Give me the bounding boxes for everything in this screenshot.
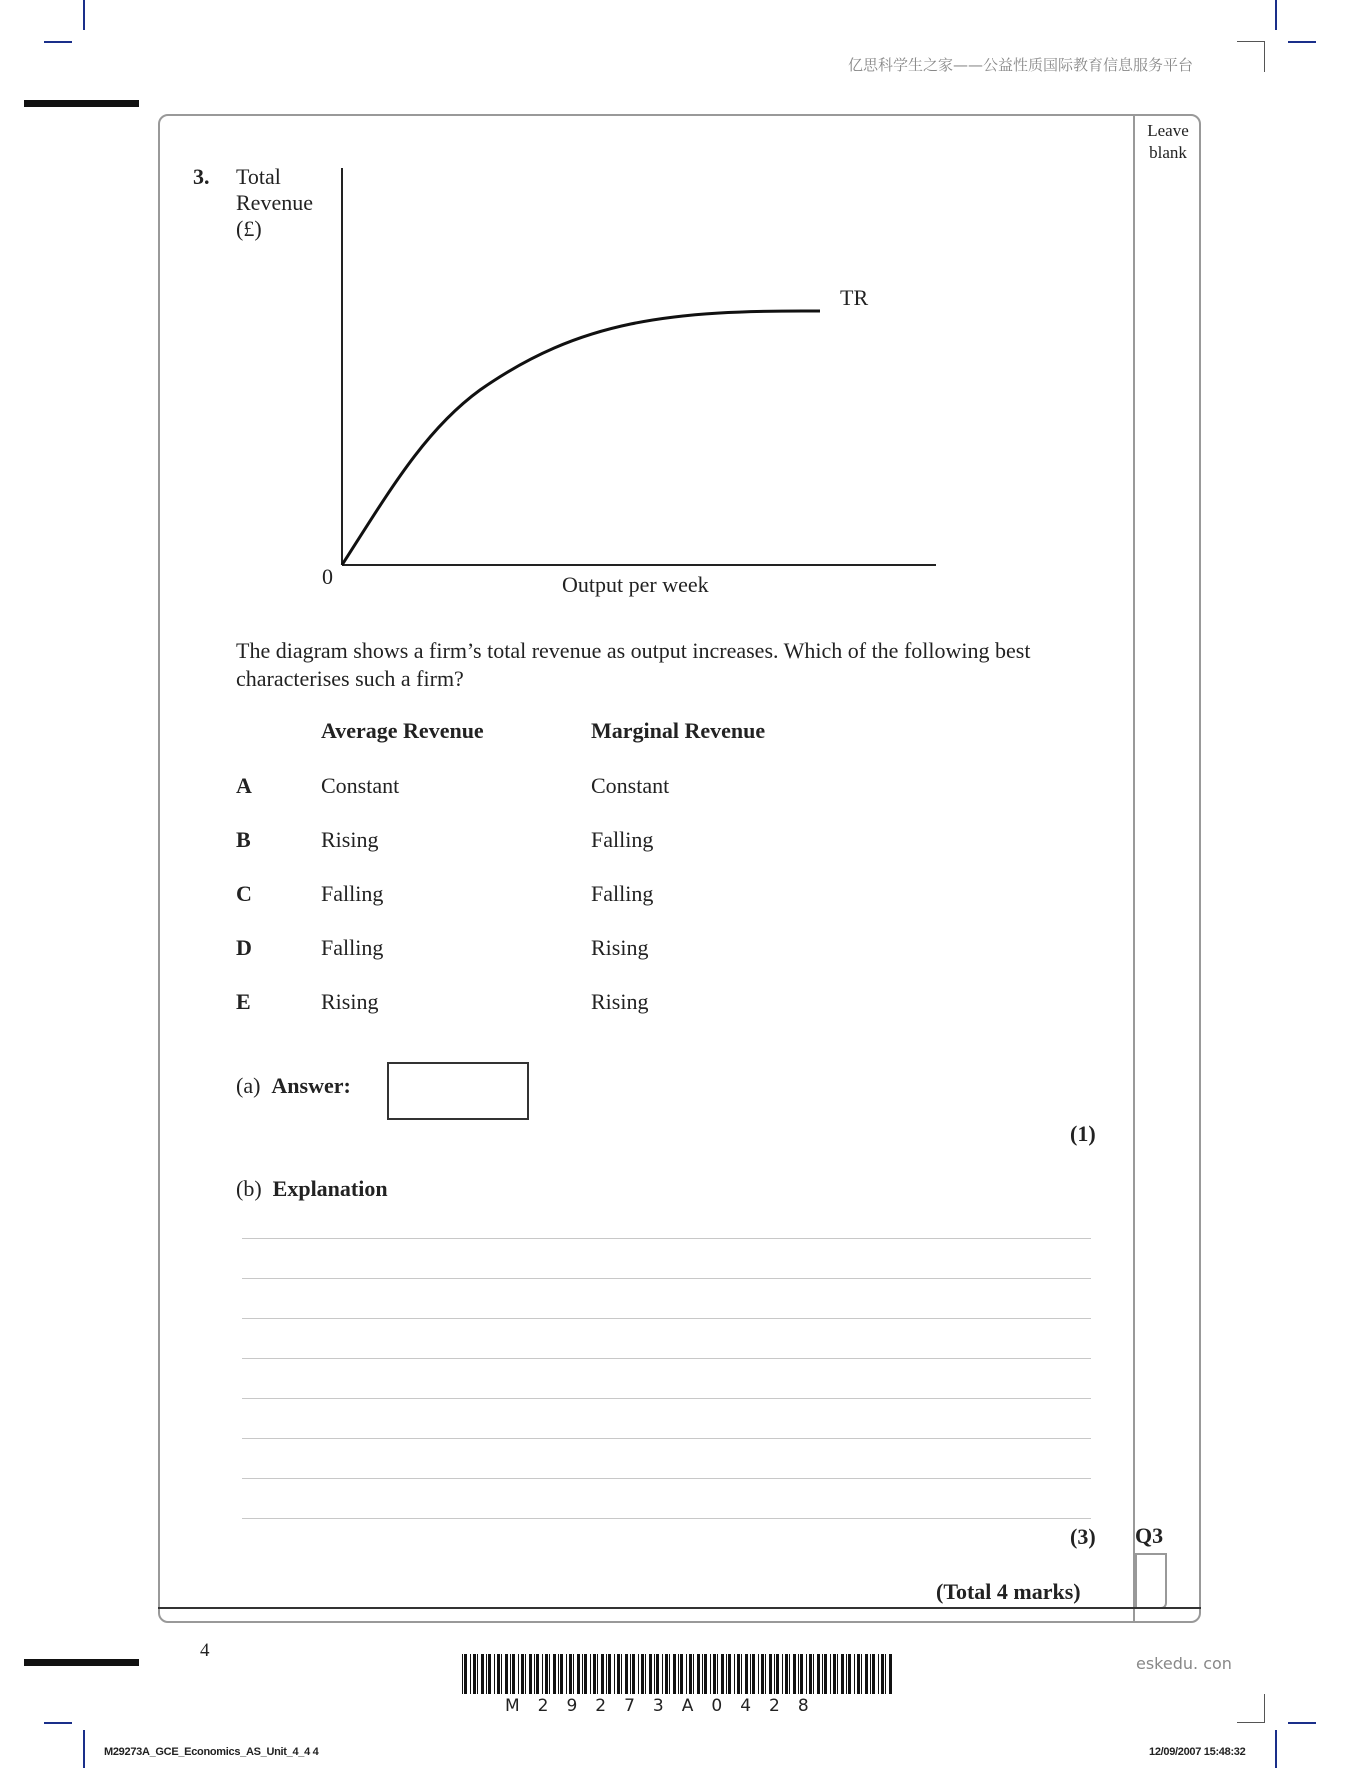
barcode-bar bbox=[536, 1654, 539, 1694]
barcode-bar bbox=[617, 1654, 620, 1694]
barcode-bar bbox=[885, 1654, 886, 1694]
barcode-bar bbox=[817, 1654, 820, 1694]
barcode-bar bbox=[641, 1654, 644, 1694]
part-b-prompt: Explanation bbox=[272, 1176, 388, 1201]
barcode-bar bbox=[761, 1654, 764, 1694]
barcode-bar bbox=[830, 1654, 831, 1694]
barcode-bar bbox=[621, 1654, 622, 1694]
option-average: Rising bbox=[321, 989, 379, 1014]
barcode-bar bbox=[806, 1654, 807, 1694]
barcode-bar bbox=[861, 1654, 862, 1694]
barcode-bar bbox=[837, 1654, 838, 1694]
y-label-line: Revenue bbox=[236, 190, 313, 215]
crop-mark bbox=[1237, 1722, 1265, 1723]
leave-label-line1: Leave bbox=[1147, 121, 1189, 140]
barcode-bar bbox=[734, 1654, 735, 1694]
barcode-bar bbox=[477, 1654, 478, 1694]
barcode-bar bbox=[645, 1654, 646, 1694]
watermark-text: eskedu. con bbox=[1136, 1654, 1232, 1673]
leave-label-line2: blank bbox=[1149, 143, 1187, 162]
barcode-bar bbox=[558, 1654, 559, 1694]
barcode-bar bbox=[872, 1654, 875, 1694]
origin-label: 0 bbox=[322, 564, 333, 589]
barcode-bar bbox=[501, 1654, 502, 1694]
crop-mark bbox=[1237, 41, 1265, 42]
answer-box[interactable] bbox=[387, 1062, 529, 1120]
barcode-bar bbox=[728, 1654, 731, 1694]
barcode-bar bbox=[785, 1654, 788, 1694]
barcode-text: M29273A0428 bbox=[505, 1696, 827, 1716]
y-label-line: Total bbox=[236, 164, 281, 189]
barcode-bar bbox=[846, 1654, 847, 1694]
part-a-prompt: Answer: bbox=[271, 1073, 351, 1098]
barcode-bar bbox=[669, 1654, 670, 1694]
barcode-bar bbox=[693, 1654, 694, 1694]
question-text: The diagram shows a firm’s total revenue as output increases. Which of the following best characterises such a firm? bbox=[236, 638, 1031, 691]
tr-curve bbox=[342, 311, 820, 565]
margin-bar bbox=[24, 100, 139, 107]
writing-line[interactable] bbox=[242, 1478, 1091, 1479]
barcode-bar bbox=[649, 1654, 652, 1694]
barcode-bar bbox=[822, 1654, 823, 1694]
barcode-bar bbox=[689, 1654, 692, 1694]
barcode-bar bbox=[529, 1654, 532, 1694]
part-b-marks: (3) bbox=[1070, 1524, 1096, 1549]
barcode-bar bbox=[848, 1654, 851, 1694]
barcode-bar bbox=[798, 1654, 799, 1694]
writing-line[interactable] bbox=[242, 1318, 1091, 1319]
crop-mark bbox=[83, 0, 85, 30]
barcode-bar bbox=[704, 1654, 707, 1694]
barcode-bar bbox=[813, 1654, 814, 1694]
barcode-bar bbox=[673, 1654, 676, 1694]
barcode-bar bbox=[553, 1654, 556, 1694]
barcode-bar bbox=[745, 1654, 748, 1694]
barcode-bar bbox=[462, 1654, 463, 1694]
barcode-bar bbox=[824, 1654, 827, 1694]
barcode-bar bbox=[678, 1654, 679, 1694]
barcode-bar bbox=[470, 1654, 471, 1694]
barcode-bar bbox=[566, 1654, 567, 1694]
barcode-bar bbox=[608, 1654, 611, 1694]
barcode-bar bbox=[809, 1654, 812, 1694]
barcode-bar bbox=[473, 1654, 476, 1694]
barcode-bar bbox=[569, 1654, 572, 1694]
diagram-x-axis-label: Output per week bbox=[562, 572, 709, 597]
writing-line[interactable] bbox=[242, 1238, 1091, 1239]
examiner-mark-box bbox=[1135, 1553, 1167, 1609]
option-marginal: Rising bbox=[591, 935, 649, 960]
barcode-bar bbox=[601, 1654, 604, 1694]
tr-curve-label: TR bbox=[840, 285, 869, 310]
barcode-bar bbox=[713, 1654, 716, 1694]
question-margin-label: Q3 bbox=[1135, 1523, 1164, 1548]
total-marks: (Total 4 marks) bbox=[936, 1579, 1081, 1604]
option-letter: D bbox=[236, 935, 252, 960]
barcode-bar bbox=[800, 1654, 803, 1694]
barcode-bar bbox=[697, 1654, 700, 1694]
barcode-bar bbox=[717, 1654, 718, 1694]
barcode-bar bbox=[889, 1654, 892, 1694]
barcode-bar bbox=[560, 1654, 563, 1694]
option-average: Falling bbox=[321, 935, 384, 960]
page-number: 4 bbox=[200, 1640, 210, 1661]
option-marginal: Falling bbox=[591, 827, 654, 852]
barcode-bar bbox=[680, 1654, 683, 1694]
crop-mark bbox=[1264, 42, 1265, 72]
barcode-bar bbox=[606, 1654, 607, 1694]
barcode-bar bbox=[577, 1654, 580, 1694]
header-site-text: 亿思科学生之家——公益性质国际教育信息服务平台 bbox=[848, 56, 1194, 74]
barcode-bar bbox=[638, 1654, 639, 1694]
barcode-bar bbox=[488, 1654, 491, 1694]
barcode-bar bbox=[481, 1654, 484, 1694]
barcode-bar bbox=[597, 1654, 598, 1694]
barcode-bar bbox=[545, 1654, 548, 1694]
barcode bbox=[462, 1654, 896, 1694]
barcode-bar bbox=[542, 1654, 543, 1694]
crop-mark bbox=[44, 41, 72, 43]
y-label-line: (£) bbox=[236, 216, 262, 241]
barcode-bar bbox=[521, 1654, 524, 1694]
bottom-rule bbox=[158, 1607, 1201, 1609]
crop-mark bbox=[1264, 1694, 1265, 1722]
crop-mark bbox=[1288, 41, 1316, 43]
header-marginal-revenue: Marginal Revenue bbox=[591, 718, 766, 743]
barcode-bar bbox=[789, 1654, 790, 1694]
barcode-bar bbox=[593, 1654, 596, 1694]
barcode-bar bbox=[464, 1654, 467, 1694]
barcode-bar bbox=[881, 1654, 884, 1694]
barcode-bar bbox=[833, 1654, 836, 1694]
crop-mark bbox=[83, 1730, 85, 1768]
barcode-bar bbox=[512, 1654, 515, 1694]
leave-blank-label bbox=[1137, 120, 1199, 164]
barcode-bar bbox=[525, 1654, 526, 1694]
option-letter: A bbox=[236, 773, 252, 798]
barcode-bar bbox=[726, 1654, 727, 1694]
barcode-bar bbox=[486, 1654, 487, 1694]
barcode-bar bbox=[741, 1654, 742, 1694]
barcode-bar bbox=[841, 1654, 844, 1694]
crop-mark bbox=[44, 1722, 72, 1724]
barcode-bar bbox=[505, 1654, 508, 1694]
barcode-bar bbox=[776, 1654, 779, 1694]
footer-file-name: M29273A_GCE_Economics_AS_Unit_4_4 4 bbox=[104, 1746, 319, 1758]
barcode-bar bbox=[793, 1654, 796, 1694]
barcode-bar bbox=[662, 1654, 663, 1694]
barcode-bar bbox=[865, 1654, 868, 1694]
barcode-bar bbox=[582, 1654, 583, 1694]
writing-line[interactable] bbox=[242, 1278, 1091, 1279]
option-letter: E bbox=[236, 989, 251, 1014]
margin-bar bbox=[24, 1659, 139, 1666]
barcode-bar bbox=[573, 1654, 574, 1694]
part-a-marks: (1) bbox=[1070, 1121, 1096, 1146]
leave-blank-column-divider bbox=[1133, 114, 1135, 1623]
barcode-bar bbox=[854, 1654, 855, 1694]
barcode-bar bbox=[769, 1654, 772, 1694]
header-average-revenue: Average Revenue bbox=[321, 718, 484, 743]
barcode-bar bbox=[518, 1654, 519, 1694]
barcode-bar bbox=[654, 1654, 655, 1694]
option-letter: B bbox=[236, 827, 251, 852]
total-revenue-diagram bbox=[330, 160, 950, 580]
question-number: 3. bbox=[193, 164, 210, 189]
barcode-bar bbox=[750, 1654, 751, 1694]
barcode-bar bbox=[590, 1654, 591, 1694]
footer-timestamp: 12/09/2007 15:48:32 bbox=[1149, 1746, 1246, 1758]
barcode-bar bbox=[549, 1654, 550, 1694]
option-marginal: Rising bbox=[591, 989, 649, 1014]
writing-line[interactable] bbox=[242, 1438, 1091, 1439]
barcode-bar bbox=[774, 1654, 775, 1694]
option-average: Constant bbox=[321, 773, 400, 798]
barcode-bar bbox=[752, 1654, 755, 1694]
crop-mark bbox=[1275, 0, 1277, 30]
barcode-bar bbox=[721, 1654, 724, 1694]
part-b-number: (b) bbox=[236, 1176, 262, 1201]
barcode-bar bbox=[710, 1654, 711, 1694]
barcode-bar bbox=[510, 1654, 511, 1694]
diagram-y-axis-label bbox=[236, 164, 313, 242]
barcode-bar bbox=[494, 1654, 495, 1694]
part-a-number: (a) bbox=[236, 1073, 261, 1098]
option-average: Rising bbox=[321, 827, 379, 852]
barcode-bar bbox=[758, 1654, 759, 1694]
barcode-bar bbox=[702, 1654, 703, 1694]
crop-mark bbox=[1275, 1730, 1277, 1768]
writing-line[interactable] bbox=[242, 1358, 1091, 1359]
barcode-bar bbox=[632, 1654, 635, 1694]
crop-mark bbox=[1288, 1722, 1316, 1724]
barcode-bar bbox=[665, 1654, 668, 1694]
barcode-bar bbox=[630, 1654, 631, 1694]
barcode-bar bbox=[625, 1654, 628, 1694]
option-average: Falling bbox=[321, 881, 384, 906]
part-a-label bbox=[236, 1073, 351, 1099]
barcode-bar bbox=[584, 1654, 587, 1694]
option-marginal: Constant bbox=[591, 773, 670, 798]
option-marginal: Falling bbox=[591, 881, 654, 906]
barcode-bar bbox=[782, 1654, 783, 1694]
barcode-bar bbox=[656, 1654, 659, 1694]
part-b-label bbox=[236, 1176, 388, 1202]
barcode-bar bbox=[737, 1654, 740, 1694]
barcode-bar bbox=[614, 1654, 615, 1694]
barcode-bar bbox=[765, 1654, 766, 1694]
barcode-bar bbox=[534, 1654, 535, 1694]
barcode-bar bbox=[878, 1654, 879, 1694]
barcode-bar bbox=[857, 1654, 860, 1694]
barcode-bar bbox=[497, 1654, 500, 1694]
writing-line[interactable] bbox=[242, 1518, 1091, 1519]
barcode-bar bbox=[870, 1654, 871, 1694]
writing-line[interactable] bbox=[242, 1398, 1091, 1399]
option-letter: C bbox=[236, 881, 252, 906]
barcode-bar bbox=[686, 1654, 687, 1694]
